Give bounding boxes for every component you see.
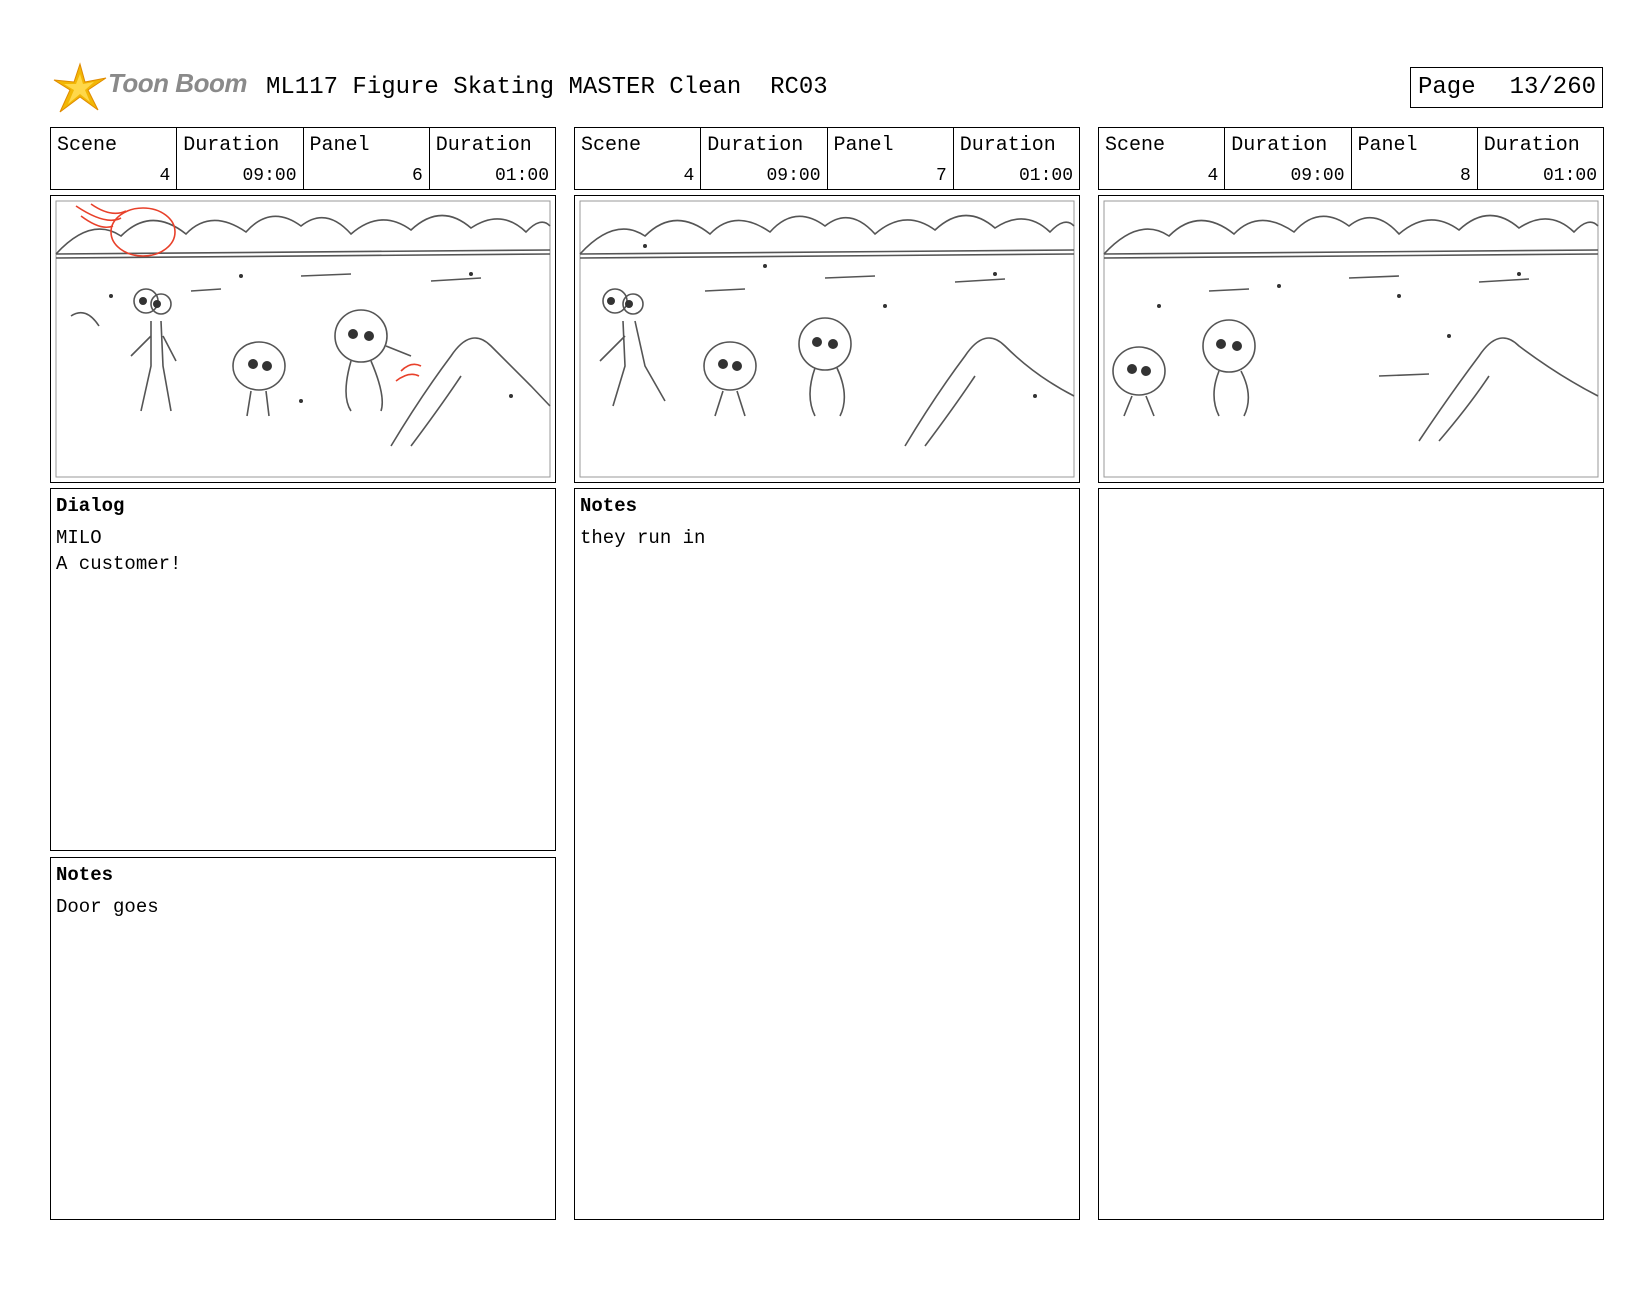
panel-duration-value: 01:00 <box>1018 166 1073 186</box>
panel-value: 6 <box>411 166 423 186</box>
dialog-line: MILO <box>56 527 102 549</box>
panel-label: Panel <box>309 134 370 157</box>
scene-duration-label: Duration <box>183 134 280 157</box>
panel-duration-value: 01:00 <box>494 166 549 186</box>
scene-value: 4 <box>159 166 171 186</box>
notes-text <box>580 525 705 551</box>
notes-label: Notes <box>56 864 114 886</box>
page-number: 13/260 <box>1509 74 1596 101</box>
notes-line: Door goes <box>56 896 159 918</box>
panel-duration-label: Duration <box>435 134 532 157</box>
scene-duration-value: 09:00 <box>1290 166 1345 186</box>
scene-label: Scene <box>1105 134 1166 157</box>
document-title: ML117 Figure Skating MASTER Clean RC03 <box>266 74 828 101</box>
notes-text <box>56 894 159 920</box>
storyboard-sketch <box>1099 196 1603 482</box>
notes-box <box>50 857 556 1220</box>
scene-value: 4 <box>683 166 695 186</box>
scene-label: Scene <box>57 134 118 157</box>
logo-text: Toon Boom <box>108 68 247 98</box>
storyboard-sketch <box>51 196 555 482</box>
scene-duration-cell <box>177 128 303 189</box>
empty-notes-box <box>1098 488 1604 1220</box>
panel-value: 7 <box>935 166 947 186</box>
panel-duration-cell <box>430 128 555 189</box>
panel-info-row <box>574 127 1080 190</box>
panel-duration-value: 01:00 <box>1542 166 1597 186</box>
scene-duration-label: Duration <box>1231 134 1328 157</box>
scene-duration-label: Duration <box>707 134 804 157</box>
panel-info-row <box>1098 127 1604 190</box>
notes-label: Notes <box>580 495 638 517</box>
scene-value: 4 <box>1207 166 1219 186</box>
panel-info-row <box>50 127 556 190</box>
scene-cell <box>1099 128 1225 189</box>
scene-duration-value: 09:00 <box>242 166 297 186</box>
storyboard-frame-8 <box>1098 195 1604 483</box>
dialog-text <box>56 525 181 577</box>
logo-star-icon <box>52 60 108 116</box>
panel-cell <box>1352 128 1478 189</box>
notes-line: they run in <box>580 527 706 549</box>
panel-label: Panel <box>1357 134 1418 157</box>
page-indicator <box>1410 67 1603 108</box>
scene-label: Scene <box>581 134 642 157</box>
scene-cell <box>575 128 701 189</box>
storyboard-frame-7 <box>574 195 1080 483</box>
panel-cell <box>828 128 954 189</box>
notes-box <box>574 488 1080 1220</box>
storyboard-frame-6 <box>50 195 556 483</box>
scene-duration-cell <box>701 128 827 189</box>
panel-cell <box>304 128 430 189</box>
panel-duration-label: Duration <box>959 134 1056 157</box>
panel-duration-cell <box>954 128 1079 189</box>
scene-duration-value: 09:00 <box>766 166 821 186</box>
scene-cell <box>51 128 177 189</box>
panel-label: Panel <box>833 134 894 157</box>
panel-duration-label: Duration <box>1483 134 1580 157</box>
page-label: Page <box>1418 74 1476 101</box>
dialog-box <box>50 488 556 851</box>
panel-value: 8 <box>1459 166 1471 186</box>
toon-boom-logo <box>52 60 252 116</box>
panel-duration-cell <box>1478 128 1603 189</box>
storyboard-sketch <box>575 196 1079 482</box>
dialog-label: Dialog <box>56 495 125 517</box>
dialog-line: A customer! <box>56 553 182 575</box>
scene-duration-cell <box>1225 128 1351 189</box>
